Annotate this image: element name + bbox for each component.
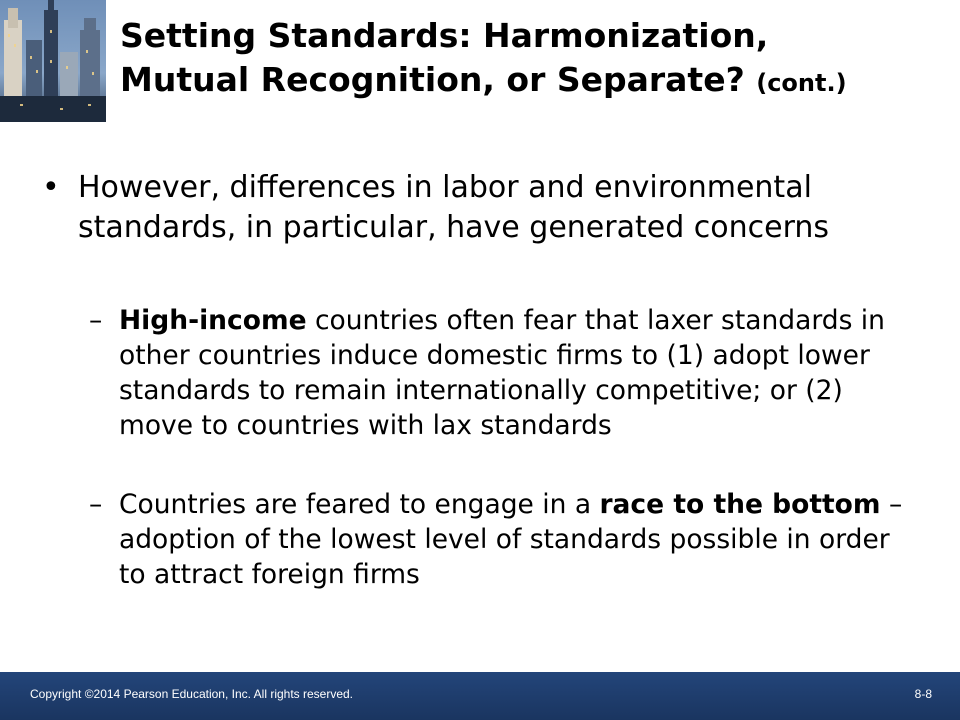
sub-bullet-text-pre: Countries are feared to engage in a xyxy=(119,489,600,520)
page-number: 8-8 xyxy=(914,687,932,701)
sub-bullet-text: countries often fear that laxer standards in other countries induce domestic firms to (1) adopt lower standards to remain internationally competitive; or (2) move to countries with lax standards xyxy=(119,305,885,441)
main-bullet xyxy=(42,168,938,248)
sub-bullet-dash: – xyxy=(89,305,103,336)
footer-bar xyxy=(0,672,960,720)
sub-bullet-bold-term: race to the bottom xyxy=(599,489,881,520)
copyright-text: Copyright ©2014 Pearson Education, Inc. All rights reserved. xyxy=(30,687,354,701)
sub-bullet-race-to-bottom xyxy=(89,487,919,592)
title-line-2-text: Mutual Recognition, or Separate? xyxy=(120,60,745,99)
header-city-image xyxy=(0,0,106,122)
sub-bullet-dash: – xyxy=(89,489,103,520)
sub-bullet-high-income xyxy=(89,303,919,443)
title-line-2 xyxy=(120,58,956,105)
sub-bullet-text-post: – adoption of the lowest level of standards possible in order to attract foreign firms xyxy=(119,489,903,590)
sub-bullet-bold-term: High-income xyxy=(119,305,307,336)
title-line-1: Setting Standards: Harmonization, xyxy=(120,16,769,55)
bullet-dot: • xyxy=(42,170,60,205)
title-cont: (cont.) xyxy=(756,69,847,97)
main-bullet-text: However, differences in labor and environmental standards, in particular, have generated concerns xyxy=(78,170,830,245)
slide-title xyxy=(120,14,956,105)
